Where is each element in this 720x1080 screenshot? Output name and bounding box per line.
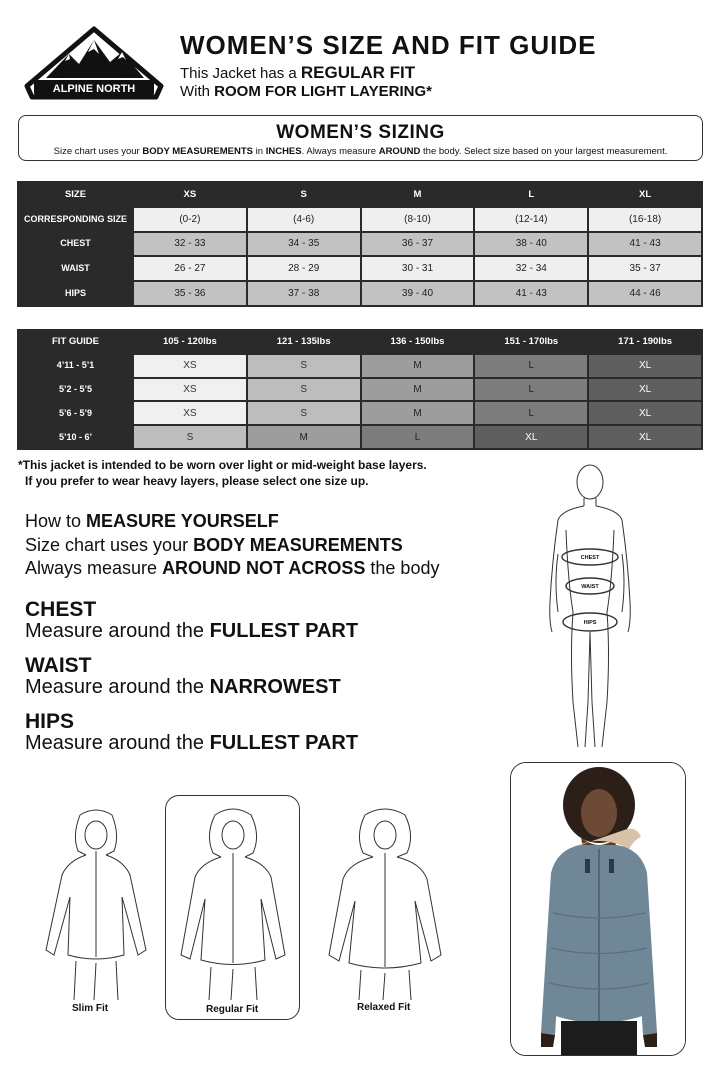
sizing-title: WOMEN’S SIZING [276, 122, 445, 143]
layering-prefix: With [180, 83, 215, 100]
table-row [19, 402, 701, 424]
table-header-row [19, 183, 701, 206]
product-photo [510, 762, 686, 1056]
waist-instruction [25, 676, 341, 699]
table-cell: M [362, 379, 474, 401]
logo-text: ALPINE NORTH [52, 83, 136, 95]
table-cell: (12-14) [475, 208, 587, 231]
size-chart-table [17, 181, 703, 307]
table-cell: XL [589, 355, 701, 377]
table-row [19, 426, 701, 448]
measure-bold: AROUND NOT ACROSS [162, 558, 366, 578]
table-cell: L [362, 426, 474, 448]
table-cell: XL [589, 426, 701, 448]
table-header-cell: M [362, 183, 474, 206]
measure-heading [25, 511, 279, 532]
measure-text: How to [25, 511, 87, 531]
table-cell: XL [589, 379, 701, 401]
table-header-cell: SIZE [19, 183, 132, 206]
relaxed-fit-label: Relaxed Fit [357, 1002, 411, 1013]
measure-text: Measure around the [25, 732, 210, 754]
table-row [19, 355, 701, 377]
table-cell: 26 - 27 [134, 257, 246, 280]
table-cell: S [248, 379, 360, 401]
waist-label: WAIST [581, 584, 599, 590]
fit-type: REGULAR FIT [300, 63, 416, 82]
model-jacket-image [511, 763, 686, 1056]
table-cell: S [248, 355, 360, 377]
table-header-cell: XL [589, 183, 701, 206]
measure-bold: BODY MEASUREMENTS [193, 535, 403, 555]
table-cell: 38 - 40 [475, 233, 587, 256]
table-cell: S [248, 402, 360, 424]
hips-instruction [25, 732, 358, 755]
body-measurement-figure [540, 462, 640, 752]
table-cell: 34 - 35 [248, 233, 360, 256]
table-cell: 35 - 37 [589, 257, 701, 280]
measure-text: Always measure [25, 558, 163, 578]
chest-label: CHEST [580, 555, 600, 561]
measure-line [25, 558, 439, 579]
hips-label: HIPS [583, 620, 597, 626]
sub-part-bold: BODY MEASUREMENTS [142, 146, 254, 157]
layering-note-2: If you prefer to wear heavy layers, please select one size up. [25, 474, 369, 488]
table-header-row [19, 331, 701, 353]
alpine-north-logo [24, 26, 164, 100]
table-header-cell: XS [134, 183, 246, 206]
table-header-cell: 136 - 150lbs [362, 331, 474, 353]
table-cell: 30 - 31 [362, 257, 474, 280]
measure-text: the body [365, 558, 440, 578]
fit-statement-prefix: This Jacket has a [180, 65, 301, 82]
table-row [19, 379, 701, 401]
relaxed-fit-illustration [325, 805, 445, 1000]
table-header-cell: 121 - 135lbs [248, 331, 360, 353]
chest-heading: CHEST [25, 598, 97, 621]
measure-bold: FULLEST PART [209, 732, 359, 754]
layering-note: *This jacket is intended to be worn over light or mid-weight base layers. [18, 458, 427, 472]
table-cell: M [248, 426, 360, 448]
table-row [19, 282, 701, 305]
measure-line [25, 535, 403, 556]
layering-bold: ROOM FOR LIGHT LAYERING* [214, 83, 432, 100]
table-cell: XS [134, 402, 246, 424]
sub-part: . Always measure [301, 146, 379, 157]
row-label: 5’2 - 5’5 [19, 379, 132, 401]
sizing-subtitle [19, 146, 702, 157]
table-cell: 37 - 38 [248, 282, 360, 305]
sub-part-bold: AROUND [378, 146, 421, 157]
row-label: CHEST [19, 233, 132, 256]
slim-fit-illustration [40, 805, 152, 1000]
fit-statement [180, 63, 415, 83]
table-cell: 41 - 43 [475, 282, 587, 305]
table-cell: XS [134, 379, 246, 401]
table-cell: L [475, 379, 587, 401]
hips-heading: HIPS [25, 710, 75, 733]
regular-fit-label: Regular Fit [206, 1004, 259, 1015]
table-cell: 44 - 46 [589, 282, 701, 305]
table-cell: 32 - 34 [475, 257, 587, 280]
fit-guide-table [17, 329, 703, 450]
table-cell: M [362, 402, 474, 424]
layering-statement [180, 83, 432, 100]
measure-bold: FULLEST PART [209, 620, 359, 642]
sub-part: Size chart uses your [53, 146, 143, 157]
slim-fit-label: Slim Fit [72, 1003, 109, 1014]
table-cell: 28 - 29 [248, 257, 360, 280]
table-cell: 41 - 43 [589, 233, 701, 256]
table-row [19, 257, 701, 280]
table-cell: XL [589, 402, 701, 424]
table-cell: (4-6) [248, 208, 360, 231]
measure-text: Measure around the [25, 620, 210, 642]
measure-bold: NARROWEST [209, 676, 341, 698]
row-label: 5’10 - 6’ [19, 426, 132, 448]
row-label: WAIST [19, 257, 132, 280]
table-cell: 39 - 40 [362, 282, 474, 305]
table-cell: M [362, 355, 474, 377]
table-cell: (8-10) [362, 208, 474, 231]
table-header-cell: S [248, 183, 360, 206]
measure-bold: MEASURE YOURSELF [86, 511, 279, 531]
table-header-cell: 171 - 190lbs [589, 331, 701, 353]
table-cell: (0-2) [134, 208, 246, 231]
row-label: 5’6 - 5’9 [19, 402, 132, 424]
table-cell: L [475, 355, 587, 377]
table-header-cell: FIT GUIDE [19, 331, 132, 353]
table-row [19, 208, 701, 231]
table-header-cell: 151 - 170lbs [475, 331, 587, 353]
table-cell: L [475, 402, 587, 424]
sizing-banner [18, 115, 703, 161]
table-cell: (16-18) [589, 208, 701, 231]
table-cell: 32 - 33 [134, 233, 246, 256]
page-title: WOMEN’S SIZE AND FIT GUIDE [180, 30, 597, 60]
waist-heading: WAIST [25, 654, 92, 677]
table-cell: XL [475, 426, 587, 448]
measure-text: Measure around the [25, 676, 210, 698]
table-cell: 36 - 37 [362, 233, 474, 256]
regular-fit-illustration [177, 805, 289, 1000]
sub-part: in [253, 146, 266, 157]
sub-part: the body. Select size based on your largest measurement. [420, 146, 668, 157]
table-cell: S [134, 426, 246, 448]
row-label: HIPS [19, 282, 132, 305]
table-cell: XS [134, 355, 246, 377]
row-label: CORRESPONDING SIZE [19, 208, 132, 231]
table-header-cell: 105 - 120lbs [134, 331, 246, 353]
table-header-cell: L [475, 183, 587, 206]
sub-part-bold: INCHES [265, 146, 302, 157]
row-label: 4’11 - 5’1 [19, 355, 132, 377]
measure-text: Size chart uses your [25, 535, 194, 555]
chest-instruction [25, 620, 358, 643]
table-row [19, 233, 701, 256]
table-cell: 35 - 36 [134, 282, 246, 305]
